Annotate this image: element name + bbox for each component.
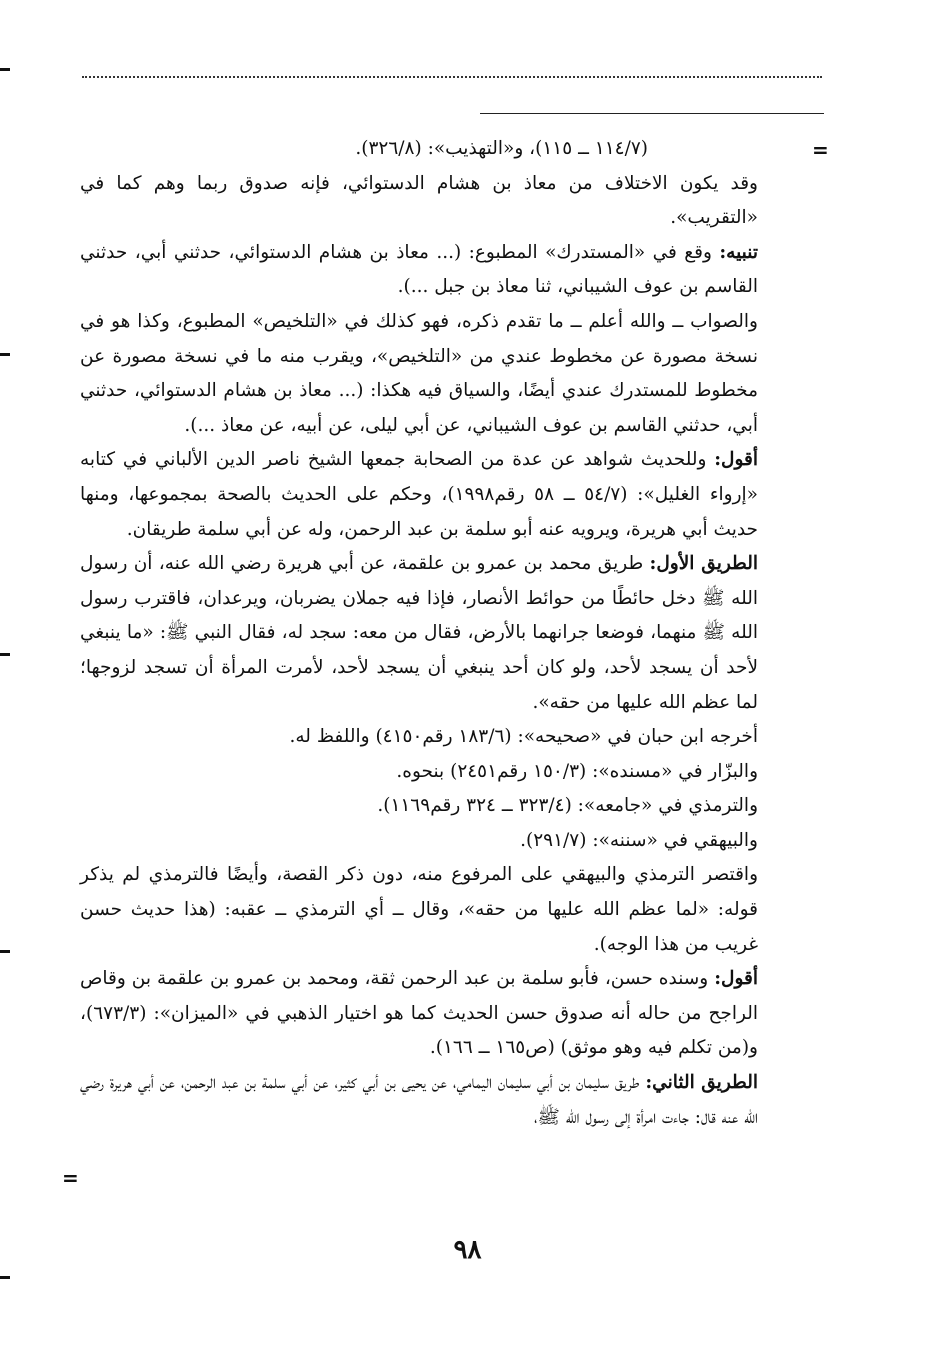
page-number: ٩٨	[453, 1235, 482, 1265]
paragraph-text: طريق محمد بن عمرو بن علقمة، عن أبي هريرة رضي الله عنه، أن رسول الله ﷺ دخل حائطًا من حوائط الأنصار، فإذا فيه جملان يضربان، ويرعدان، فاقترب رسول الله ﷺ منهما، فوضعا جرانهما بالأرض، فقال من معه: سجد له، فقال النبي ﷺ: «ما ينبغي لأحد أن يسجد لأحد، ولو كان أحد ينبغي أن يسجد لأحد، لأمرت المرأة أن تسجد لزوجها؛ لما عظم الله عليها من حقه».	[80, 553, 758, 713]
paragraph-text: وللحديث شواهد عن عدة من الصحابة جمعها الشيخ ناصر الدين الألباني في كتابه «إرواء الغليل»: (٥٤/٧ ــ ٥٨ رقم١٩٩٨)، وحكم على الحديث بالصحة بمجموعها، ومنها حديث أبي هريرة، ويرويه عنه أبو سلمة بن عبد الرحمن، وله عن أبي سلمة طريقان.	[80, 449, 758, 540]
paragraph-label: الطريق الأول:	[649, 553, 759, 575]
paragraph-text: أخرجه ابن حبان في «صحيحه»: (١٨٣/٦ رقم٤١٥٠) واللفظ له.	[289, 726, 758, 748]
paragraph-text: والترمذي في «جامعه»: (٣٢٣/٤ ــ ٣٢٤ رقم١١٦٩).	[377, 795, 758, 817]
margin-tick	[0, 653, 10, 656]
paragraph	[80, 755, 758, 790]
continuation-mark-top: =	[812, 138, 829, 162]
footnote-text	[80, 132, 758, 1135]
paragraph-text: والبيهقي في «سننه»: (٢٩١/٧).	[520, 829, 758, 851]
paragraph	[80, 443, 758, 547]
paragraph-text: وقع في «المستدرك» المطبوع: (... معاذ بن هشام الدستوائي، حدثني أبي، حدثني القاسم بن عوف الشيباني، ثنا معاذ بن جبل ...).	[80, 241, 758, 298]
paragraph-text: واقتصر الترمذي والبيهقي على المرفوع منه، دون ذكر القصة، وأيضًا فالترمذي لم يذكر قوله: «لما عظم الله عليها من حقه»، وقال ــ أي الترمذي ــ عقبه: (هذا حديث حسن غريب من هذا الوجه).	[80, 864, 758, 955]
paragraph	[80, 858, 758, 962]
paragraph-label: أقول:	[714, 968, 758, 990]
paragraph-label: تنبيه:	[719, 241, 758, 263]
paragraph-text: والصواب ــ والله أعلم ــ ما تقدم ذكره، فهو كذلك في «التلخيص» المطبوع، وكذا هو في نسخة مصورة عن مخطوط عندي من «التلخيص»، ويقرب منه ما في نسخة مصورة عن مخطوط للمستدرك عندي أيضًا، والسياق فيه هكذا: (... معاذ بن هشام الدستوائي، حدثني أبي، حدثني القاسم بن عوف الشيباني، عن أبي ليلى، عن أبيه، عن معاذ ...).	[80, 310, 758, 436]
paragraph	[80, 236, 758, 305]
paragraph	[80, 720, 758, 755]
paragraph-text: وسنده حسن، فأبو سلمة بن عبد الرحمن ثقة، ومحمد بن عمرو بن علقمة بن وقاص الراجح من حاله أنه صدوق حسن الحديث كما هو اختيار الذهبي في «الميزان»: (٦٧٣/٣)، و(من تكلم فيه وهو موثق) (ص١٦٥ ــ ١٦٦).	[80, 968, 758, 1059]
continuation-mark-bottom: =	[62, 1166, 79, 1190]
margin-tick	[0, 1276, 10, 1279]
paragraph-label: الطريق الثاني:	[645, 1072, 758, 1094]
margin-tick	[0, 353, 10, 356]
paragraph	[80, 547, 758, 720]
margin-tick	[0, 68, 10, 71]
paragraph	[80, 962, 758, 1066]
paragraph-text: طريق سليمان بن أبي سليمان اليمامي، عن يحيى بن أبي كثير، عن أبي سلمة بن عبد الرحمن، عن أبي هريرة رضي الله عنه قال: جاءت امرأة إلى رسول الله ﷺ،	[80, 1072, 758, 1128]
paragraph-text: وقد يكون الاختلاف من معاذ بن هشام الدستوائي، فإنه صدوق ربما وهم كما في «التقريب».	[80, 172, 758, 229]
paragraph	[80, 132, 758, 167]
paragraph	[80, 824, 758, 859]
paragraph	[80, 167, 758, 236]
paragraph-label: أقول:	[714, 449, 758, 471]
footnote-rule	[480, 113, 824, 114]
paragraph	[80, 1066, 758, 1135]
margin-tick	[0, 950, 10, 953]
paragraph	[80, 305, 758, 443]
paragraph	[80, 789, 758, 824]
paragraph-text: (١١٤/٧ ــ ١١٥)، و«التهذيب»: (٣٢٦/٨).	[355, 138, 648, 159]
dotted-separator	[82, 76, 822, 78]
paragraph-text: والبزّار في «مسنده»: (١٥٠/٣ رقم٢٤٥١) بنحوه.	[396, 760, 758, 782]
